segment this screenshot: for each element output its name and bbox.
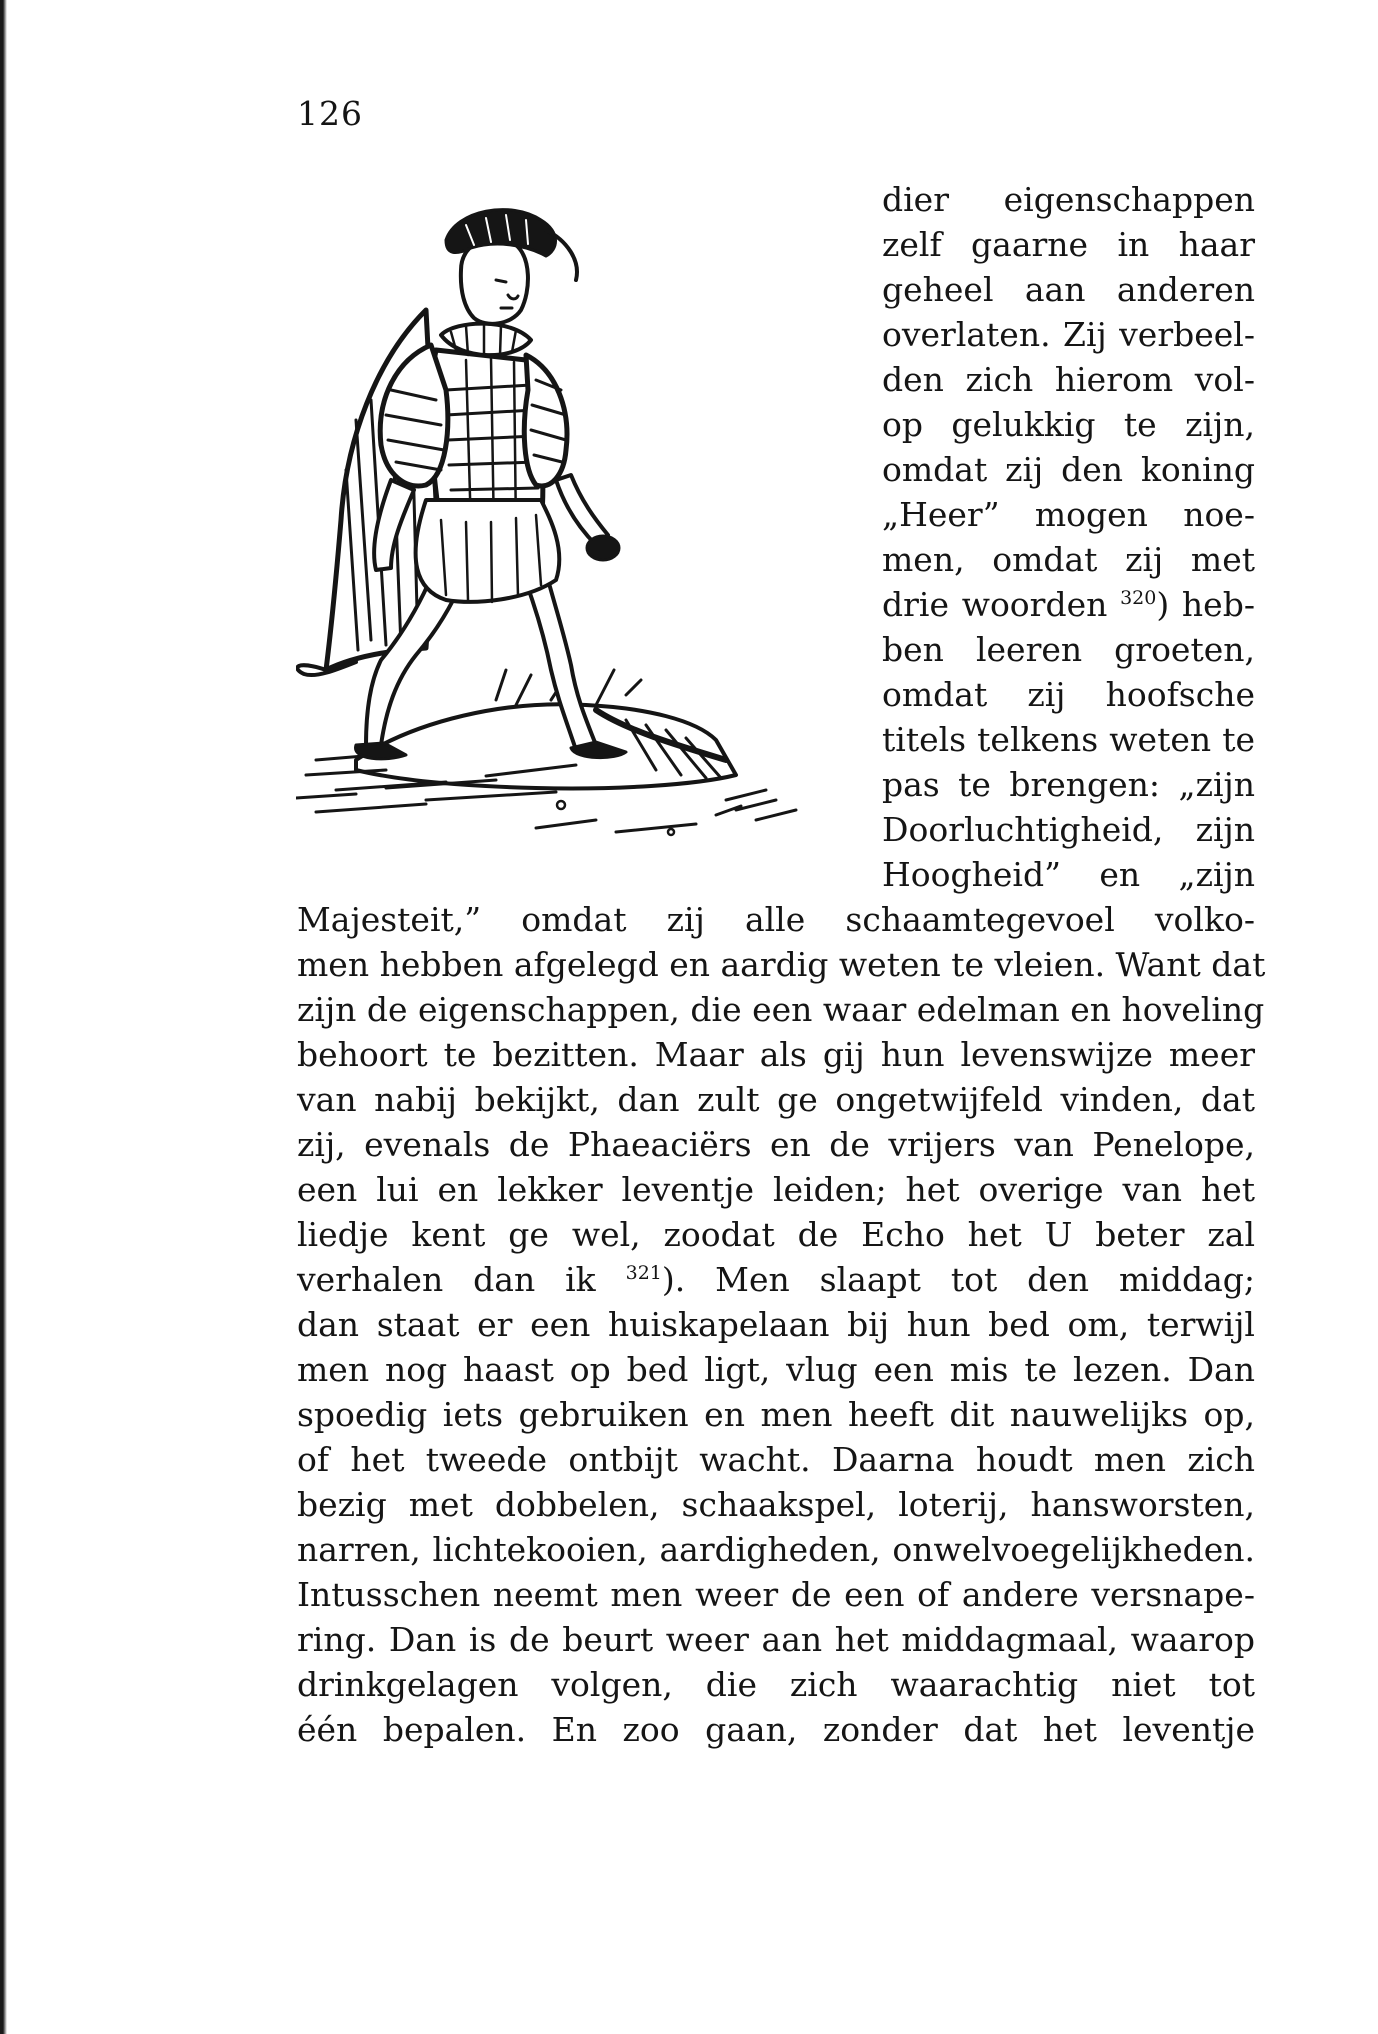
text-line: geheel aan anderen [882, 270, 1255, 309]
woodcut-courtier-figure-icon [296, 200, 862, 838]
text-line: narren, lichtekooien, aardigheden, onwelvoegelijkheden. [297, 1530, 1255, 1569]
footnote-ref-321: 321 [625, 1262, 662, 1284]
text-line [882, 585, 1255, 625]
text-line: behoort te bezitten. Maar als gij hun levenswijze meer [297, 1035, 1255, 1074]
text-line: of het tweede ontbijt wacht. Daarna houdt men zich [297, 1440, 1255, 1479]
text-line: den zich hierom vol- [882, 360, 1255, 399]
text-line: overlaten. Zij verbeel- [882, 315, 1255, 354]
line-text: ) heb- [1156, 585, 1255, 624]
text-line: men, omdat zij met [882, 540, 1255, 579]
scan-edge [0, 0, 7, 2034]
text-line: Doorluchtigheid, zijn [882, 810, 1255, 849]
text-line: spoedig iets gebruiken en men heeft dit nauwelijks op, [297, 1395, 1255, 1434]
text-line: dan staat er een huiskapelaan bij hun bed om, terwijl [297, 1305, 1255, 1344]
text-line: een lui en lekker leventje leiden; het overige van het [297, 1170, 1255, 1209]
line-text: ). Men slaapt tot den middag; [661, 1260, 1255, 1299]
footnote-ref-320: 320 [1120, 587, 1157, 609]
text-line: zij, evenals de Phaeaciërs en de vrijers van Penelope, [297, 1125, 1255, 1164]
text-line: liedje kent ge wel, zoodat de Echo het U beter zal [297, 1215, 1255, 1254]
line-text: verhalen dan ik [297, 1260, 626, 1299]
text-line: omdat zij den koning [882, 450, 1255, 489]
text-line: omdat zij hoofsche [882, 675, 1255, 714]
line-text: drie woorden [882, 585, 1121, 624]
text-line: bezig met dobbelen, schaakspel, loterij, hansworsten, [297, 1485, 1255, 1524]
text-line: van nabij bekijkt, dan zult ge ongetwijfeld vinden, dat [297, 1080, 1255, 1119]
text-line: pas te brengen: „zijn [882, 765, 1255, 804]
text-line: zelf gaarne in haar [882, 225, 1255, 264]
page-number: 126 [297, 94, 363, 133]
text-line: titels telkens weten te [882, 720, 1255, 759]
text-line: dier eigenschappen [882, 180, 1255, 219]
text-line: op gelukkig te zijn, [882, 405, 1255, 444]
text-line: men hebben afgelegd en aardig weten te vleien. Want dat [297, 945, 1266, 984]
text-line: één bepalen. En zoo gaan, zonder dat het leventje [297, 1710, 1255, 1749]
text-line: Intusschen neemt men weer de een of andere versnape- [297, 1575, 1255, 1614]
text-line [297, 1260, 1255, 1300]
text-line: „Heer” mogen noe- [882, 495, 1255, 534]
text-line: Majesteit,” omdat zij alle schaamtegevoel volko- [297, 900, 1255, 939]
text-line: men nog haast op bed ligt, vlug een mis te lezen. Dan [297, 1350, 1255, 1389]
text-line: drinkgelagen volgen, die zich waarachtig niet tot [297, 1665, 1255, 1704]
text-line: ring. Dan is de beurt weer aan het middagmaal, waarop [297, 1620, 1255, 1659]
text-line: ben leeren groeten, [882, 630, 1255, 669]
text-line: zijn de eigenschappen, die een waar edelman en hoveling [297, 990, 1265, 1029]
text-line: Hoogheid” en „zijn [882, 855, 1255, 894]
